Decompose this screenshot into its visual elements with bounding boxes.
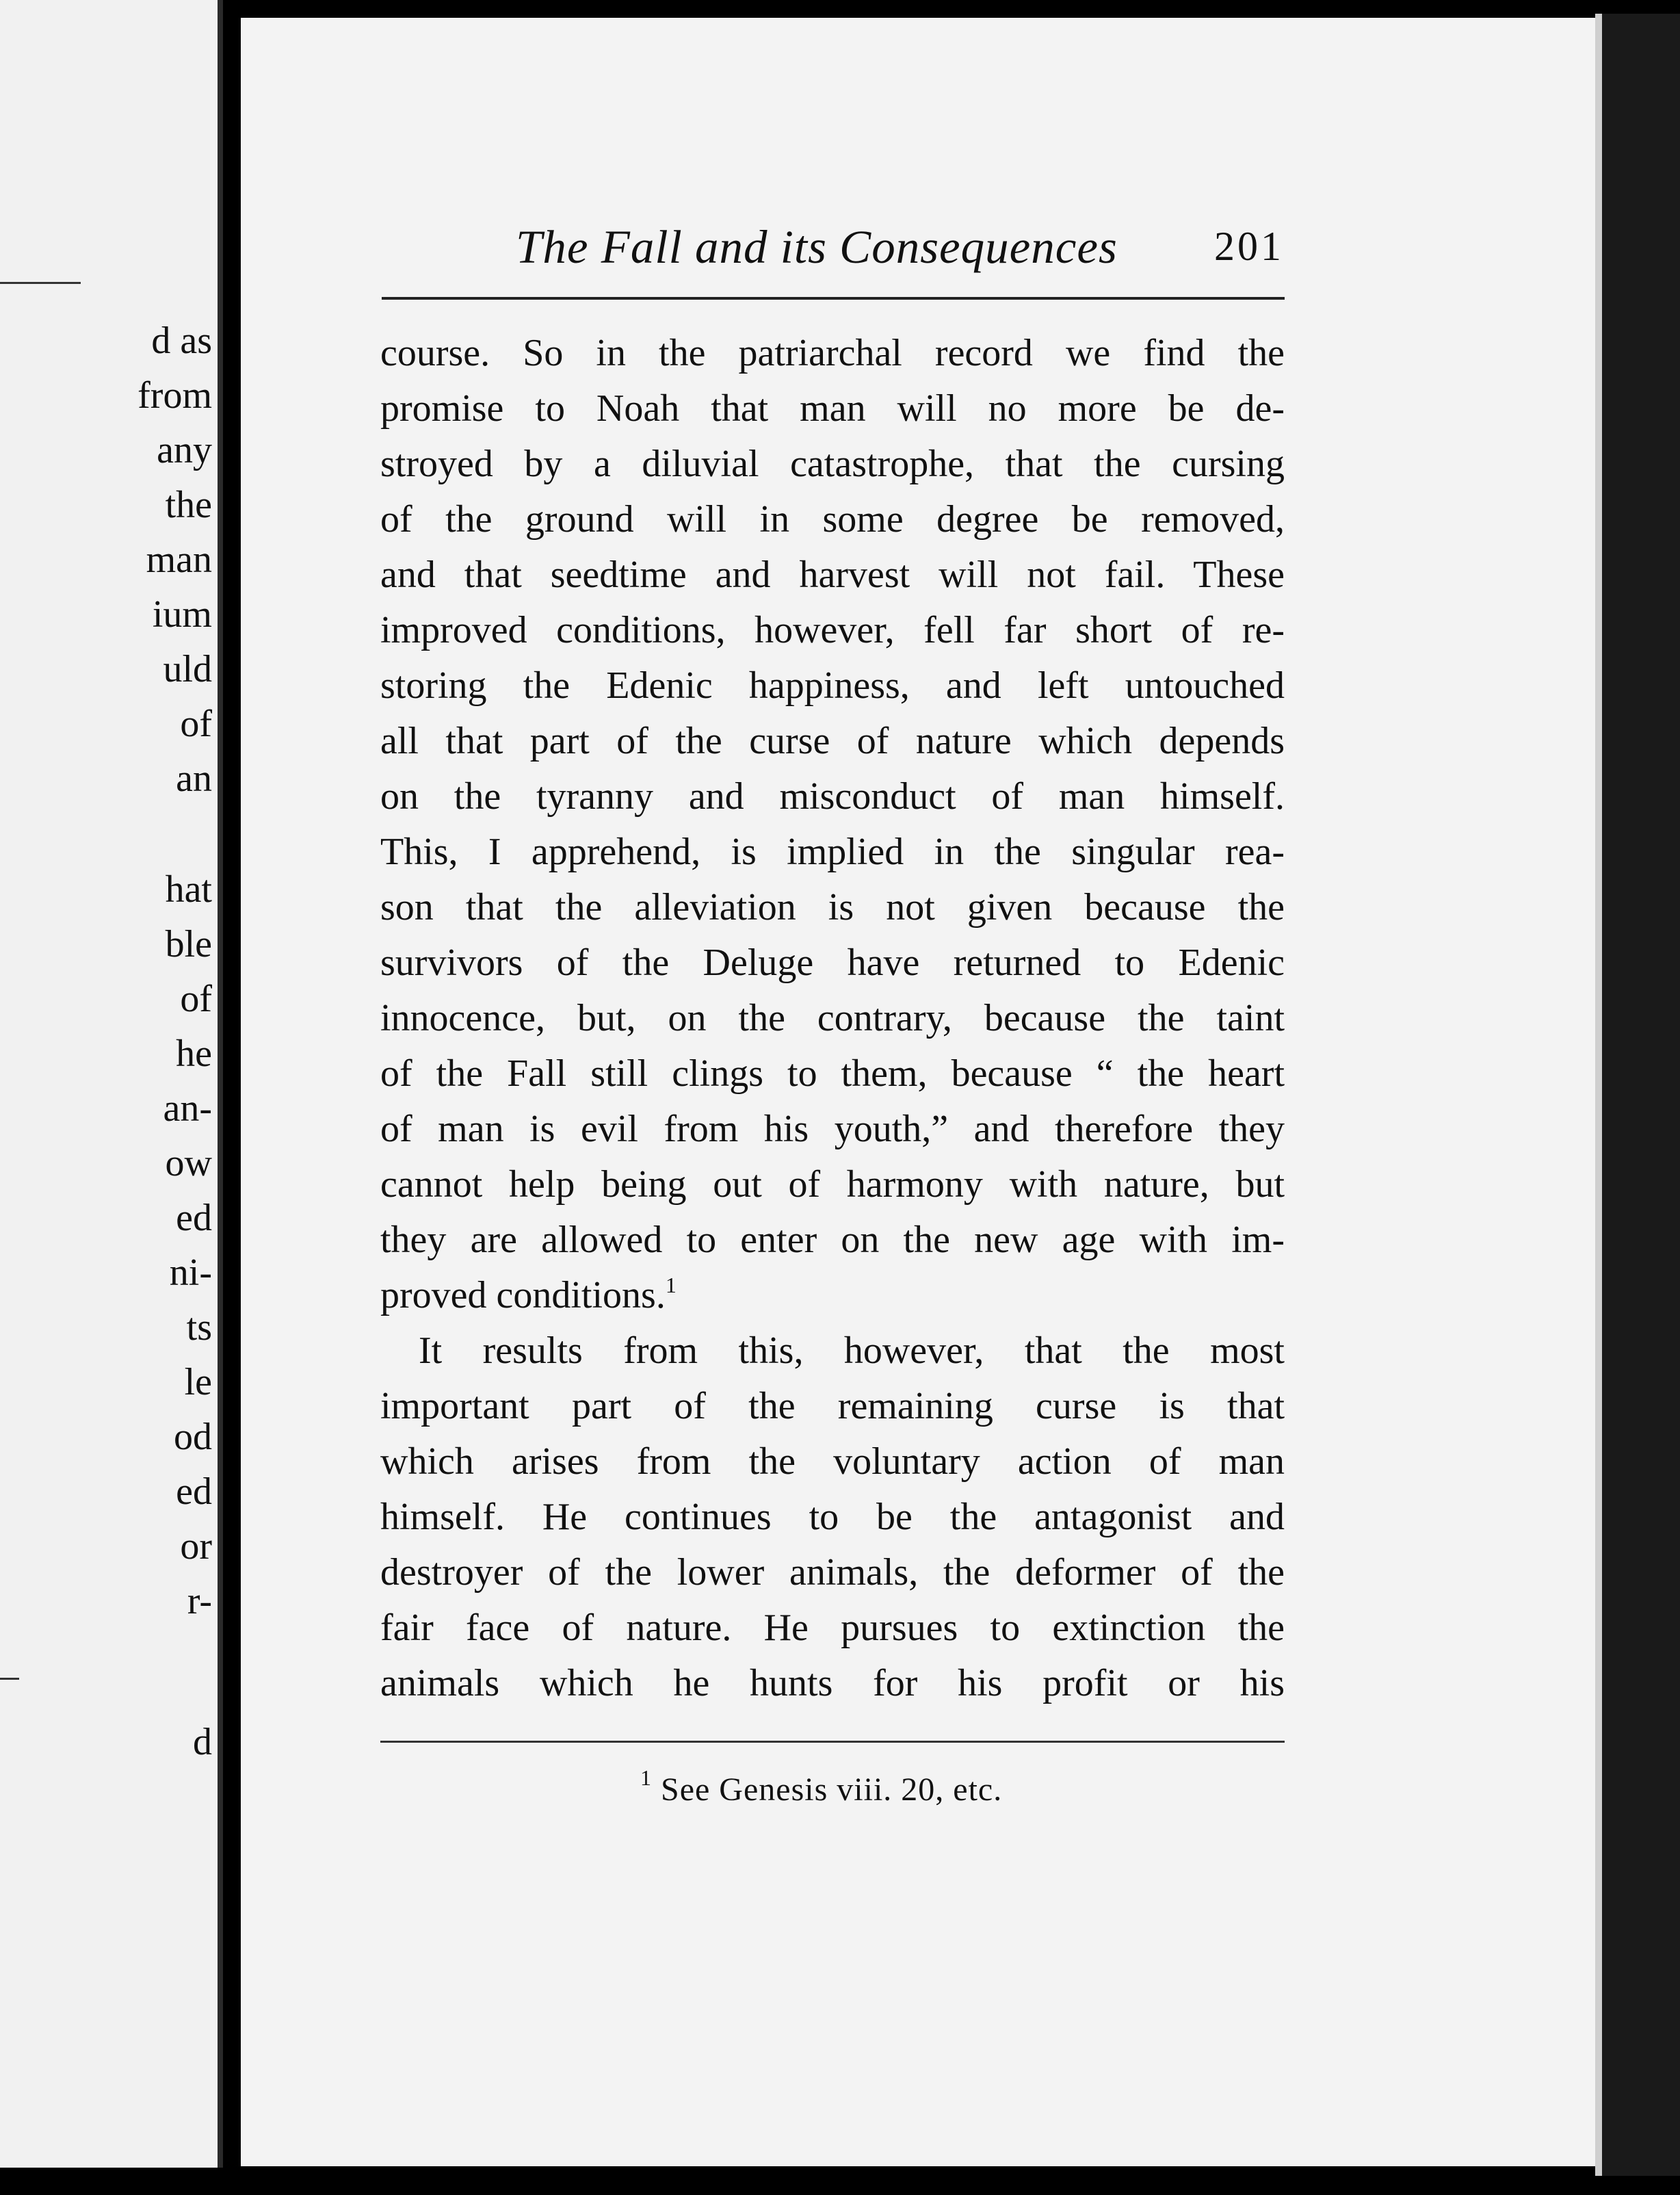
text-line: and that seedtime and harvest will not fail. These [380,554,1285,596]
left-fragment: ed [176,1197,212,1239]
text-line: proved conditions. [380,1274,666,1316]
footnote [640,1765,1003,1808]
text-line: cannot help being out of harmony with nature, but [380,1163,1285,1206]
text-line: survivors of the Deluge have returned to Edenic [380,941,1285,984]
left-fragment: hat [165,868,212,911]
left-fragment: od [174,1416,212,1458]
left-fragment: or [180,1525,212,1568]
text-line: promise to Noah that man will no more be de- [380,387,1285,430]
left-fragment: ow [165,1142,212,1184]
left-fragment: man [146,538,212,581]
footnote-reference: 1 [665,1273,677,1297]
facing-page-left [0,0,223,2168]
footnote-rule [380,1741,1285,1743]
left-fragment: d as [151,320,212,362]
text-line: which arises from the voluntary action of man [380,1440,1285,1483]
left-fragment: any [157,429,212,471]
footnote-text: See Genesis viii. 20, etc. [661,1771,1003,1808]
footnote-marker: 1 [640,1765,652,1790]
page-number: 201 [1214,224,1284,269]
left-fragment: d [193,1721,212,1763]
text-line: all that part of the curse of nature which depends [380,720,1285,762]
left-fragment: an [176,757,212,800]
left-fragment: ble [165,923,212,965]
left-fragment: the [165,484,212,526]
text-line: destroyer of the lower animals, the deformer of the [380,1551,1285,1594]
text-line-with-footnote [380,1268,1285,1323]
text-line: storing the Edenic happiness, and left untouched [380,664,1285,707]
left-page-footnote-rule [0,1678,19,1680]
text-line: improved conditions, however, fell far short of re- [380,609,1285,651]
left-fragment: ed [176,1470,212,1513]
text-line: This, I apprehend, is implied in the singular rea- [380,831,1285,873]
left-fragment: le [184,1361,212,1403]
text-line: innocence, but, on the contrary, because the taint [380,997,1285,1039]
book-edge [1595,14,1680,2176]
left-fragment: an- [163,1087,212,1130]
text-line: important part of the remaining curse is that [380,1385,1285,1427]
left-fragment: ni- [169,1251,212,1294]
left-fragment: of [180,978,212,1020]
left-fragment: r- [187,1580,212,1622]
text-line: course. So in the patriarchal record we find the [380,332,1285,374]
left-fragment: he [176,1032,212,1075]
text-line: son that the alleviation is not given because the [380,886,1285,928]
text-line: they are allowed to enter on the new age with im- [380,1219,1285,1261]
body-text [380,326,1285,1711]
text-line: stroyed by a diluvial catastrophe, that the cursing [380,443,1285,485]
text-line: on the tyranny and misconduct of man himself. [380,775,1285,818]
running-title: The Fall and its Consequences [516,221,1118,273]
left-fragment: ts [186,1306,212,1349]
text-line: animals which he hunts for his profit or his [380,1662,1285,1704]
text-line: himself. He continues to be the antagonist and [380,1496,1285,1538]
text-line: of man is evil from his youth,” and therefore they [380,1108,1285,1150]
text-line: of the ground will in some degree be removed, [380,498,1285,541]
left-fragment: from [137,374,212,417]
left-fragment: of [180,703,212,745]
text-line: fair face of nature. He pursues to extinction the [380,1607,1285,1649]
text-line: of the Fall still clings to them, because “ the heart [380,1052,1285,1095]
header-rule [382,297,1285,300]
paragraph-start-line: It results from this, however, that the most [419,1329,1285,1372]
left-fragment: uld [163,648,212,690]
left-fragment: ium [152,593,212,636]
left-page-header-rule [0,282,81,284]
